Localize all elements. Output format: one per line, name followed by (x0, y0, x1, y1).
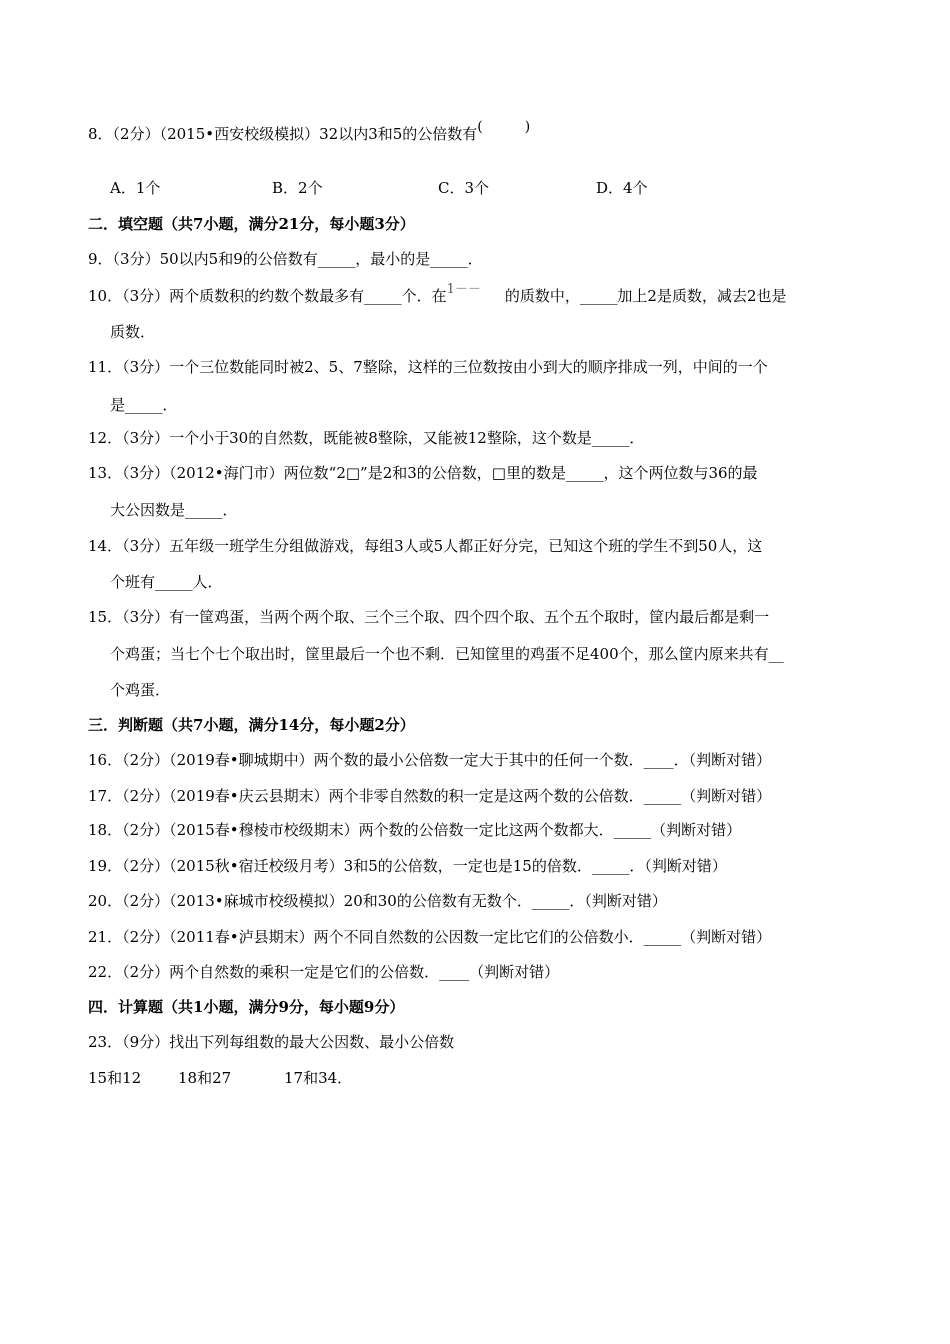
question-8-option-d: D．4个 (596, 179, 648, 197)
question-8-option-c: C．3个 (438, 179, 490, 197)
question-10-text-a: 10．（3分）两个质数积的约数个数最多有_____个．在 (88, 287, 447, 305)
question-13-line-2: 大公因数是_____． (110, 501, 238, 519)
question-8-text: 8．（2分）（2015•西安校级模拟）32以内3和5的公倍数有 (88, 125, 478, 143)
question-15-line-2: 个鸡蛋；当七个七个取出时，筐里最后一个也不剩．已知筐里的鸡蛋不足400个，那么筐内原来共有__ (110, 645, 784, 663)
section-2-title: 二．填空题（共7小题，满分21分，每小题3分） (88, 215, 415, 233)
question-8-answer-paren: ( ) (477, 119, 531, 135)
question-16: 16．（2分）（2019春•聊城期中）两个数的最小公倍数一定大于其中的任何一个数．____．（判断对错） (88, 751, 772, 769)
question-8-option-a: A．1个 (110, 179, 161, 197)
question-8-option-b: B．2个 (272, 179, 323, 197)
question-23-group-3: 17和34． (284, 1069, 353, 1087)
question-9: 9．（3分）50以内5和9的公倍数有_____，最小的是_____． (88, 250, 483, 268)
question-23: 23．（9分）找出下列每组数的最大公因数、最小公倍数 (88, 1033, 455, 1051)
question-22: 22．（2分）两个自然数的乘积一定是它们的公倍数．____（判断对错） (88, 963, 560, 981)
section-3-title: 三．判断题（共7小题，满分14分，每小题2分） (88, 716, 415, 734)
question-23-group-2: 18和27 (178, 1069, 232, 1087)
question-13-line-1: 13．（3分）（2012•海门市）两位数“2□”是2和3的公倍数，□里的数是_____，这个两位数与36的最 (88, 464, 758, 482)
question-14-line-2: 个班有_____人． (110, 573, 223, 591)
question-8 (88, 119, 531, 145)
question-14-line-1: 14．（3分）五年级一班学生分组做游戏，每组3人或5人都正好分完，已知这个班的学生不到50人，这 (88, 537, 763, 555)
question-23-group-1: 15和12 (88, 1069, 142, 1087)
question-11-line-1: 11．（3分）一个三位数能同时被2、5、7整除，这样的三位数按由小到大的顺序排成一列，中间的一个 (88, 358, 768, 376)
question-12: 12．（3分）一个小于30的自然数，既能被8整除，又能被12整除，这个数是_____． (88, 429, 645, 447)
question-15-line-1: 15．（3分）有一筐鸡蛋，当两个两个取、三个三个取、四个四个取、五个五个取时，筐内最后都是剩一 (88, 608, 770, 626)
question-10-text-b: 的质数中，_____加上2是质数，减去2也是 (504, 287, 787, 305)
question-10-fraction: 1－－ (446, 282, 481, 297)
question-10-line-2: 质数． (110, 323, 156, 341)
question-15-line-3: 个鸡蛋． (110, 681, 171, 699)
question-10-line-1 (88, 282, 787, 308)
question-11-line-2: 是_____． (110, 396, 178, 414)
question-21: 21．（2分）（2011春•泸县期末）两个不同自然数的公因数一定比它们的公倍数小．_____（判断对错） (88, 928, 772, 946)
question-19: 19．（2分）（2015秋•宿迁校级月考）3和5的公倍数，一定也是15的倍数．_____．（判断对错） (88, 857, 727, 875)
question-18: 18．（2分）（2015春•穆棱市校级期末）两个数的公倍数一定比这两个数都大．_____（判断对错） (88, 821, 742, 839)
question-17: 17．（2分）（2019春•庆云县期末）两个非零自然数的积一定是这两个数的公倍数．_____（判断对错） (88, 787, 772, 805)
question-20: 20．（2分）（2013•麻城市校级模拟）20和30的公倍数有无数个．_____．（判断对错） (88, 892, 667, 910)
section-4-title: 四．计算题（共1小题，满分9分，每小题9分） (88, 998, 405, 1016)
